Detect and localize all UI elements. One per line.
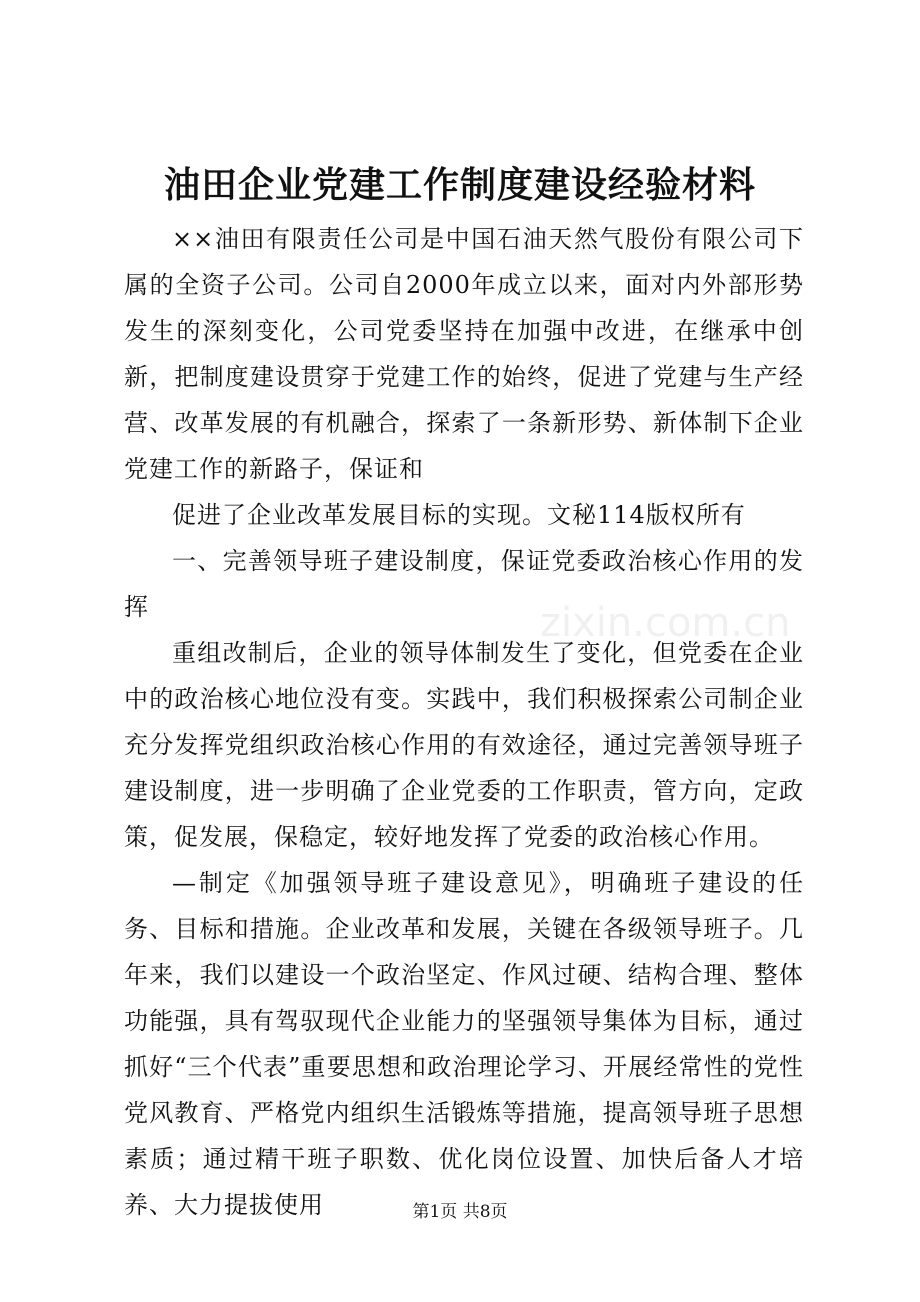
paragraph-subpoint-1: —制定《加强领导班子建设意见》，明确班子建设的任务、目标和措施。企业改革和发展，关键在各级领导班子。几年来，我们以建设一个政治坚定、作风过硬、结构合理、整体功能强，具有驾驭现代企业能力的坚强领导集体为目标，通过抓好“三个代表”重要思想和政治理论学习、开展经常性的党性党风教育、严格党内组织生活锻炼等措施，提高领导班子思想素质；通过精干班子职数、优化岗位设置、加快后备人才培养、大力提拔使用	[124, 869, 804, 1219]
paragraph-section-1: 重组改制后，企业的领导体制发生了变化，但党委在企业中的政治核心地位没有变。实践中，我们积极探索公司制企业充分发挥党组织政治核心作用的有效途径，通过完善领导班子建设制度，进一步明确了企业党委的工作职责，管方向，定政策，促发展，保稳定，较好地发挥了党委的政治核心作用。	[124, 639, 804, 851]
document-body	[124, 216, 804, 1228]
document-title: 油田企业党建工作制度建设经验材料	[163, 165, 756, 206]
paragraph-intro: ××油田有限责任公司是中国石油天然气股份有限公司下属的全资子公司。公司自2000年成立以来，面对内外部形势发生的深刻变化，公司党委坚持在加强中改进，在继承中创新，把制度建设贯穿于党建工作的始终，促进了党建与生产经营、改革发展的有机融合，探索了一条新形势、新体制下企业党建工作的新路子，保证和	[124, 225, 804, 483]
paragraph-continuation: 促进了企业改革发展目标的实现。文秘114版权所有	[172, 501, 746, 529]
section-heading-1: 一、完善领导班子建设制度，保证党委政治核心作用的发挥	[124, 547, 804, 621]
watermark-text: zixin.com.cn	[540, 600, 791, 646]
page-footer: 第1页 共8页	[412, 1202, 508, 1222]
